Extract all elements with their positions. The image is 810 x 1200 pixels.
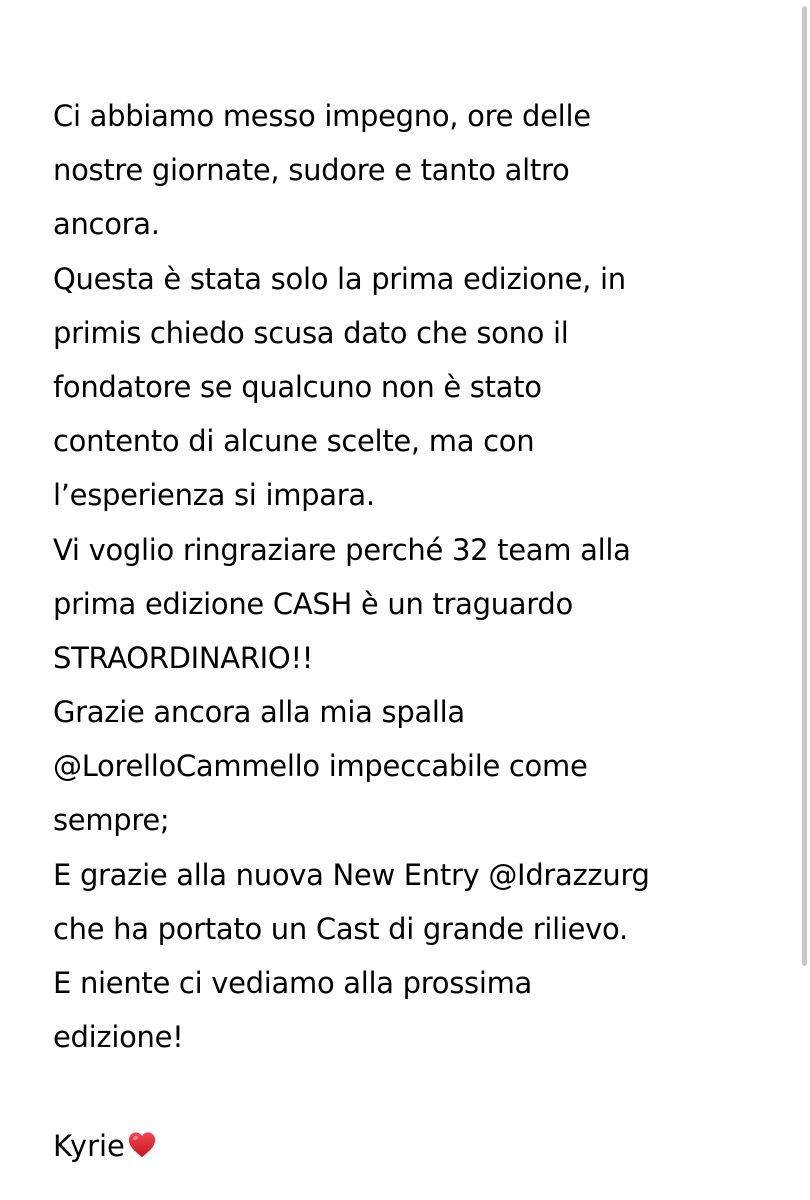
note-line: che ha portato un Cast di grande rilievo. xyxy=(53,911,628,946)
note-line: l’esperienza si impara. xyxy=(53,478,375,513)
note-line: Vi voglio ringraziare perché 32 team alla xyxy=(53,532,631,567)
blank-line xyxy=(53,1064,773,1118)
note-line: STRAORDINARIO!! xyxy=(53,640,314,675)
note-line: Ci abbiamo messo impegno, ore delle xyxy=(53,99,591,133)
note-line: contento di alcune scelte, ma con xyxy=(53,424,535,459)
note-line: prima edizione CASH è un traguardo xyxy=(53,586,573,621)
scrollbar[interactable] xyxy=(802,6,807,966)
note-line: primis chiedo scusa dato che sono il xyxy=(53,315,569,350)
note-line: E grazie alla nuova New Entry @Idrazzurg xyxy=(53,857,650,892)
note-line: E niente ci vediamo alla prossima xyxy=(53,966,533,1000)
note-body xyxy=(53,89,773,1173)
signature-line xyxy=(53,1119,773,1173)
note-line: @LorelloCammello impeccabile come xyxy=(53,749,588,784)
signature: Kyrie xyxy=(53,1128,125,1163)
note-line: Questa è stata solo la prima edizione, in xyxy=(53,261,626,296)
note-line: fondatore se qualcuno non è stato xyxy=(53,369,542,404)
note-line: Grazie ancora alla mia spalla xyxy=(53,695,465,730)
note-line: nostre giornate, sudore e tanto altro xyxy=(53,153,570,188)
red-heart-icon xyxy=(127,1123,157,1153)
note-line: ancora. xyxy=(53,207,160,242)
red-heart-shape xyxy=(127,1130,157,1160)
note-line: sempre; xyxy=(53,803,170,838)
note-line: edizione! xyxy=(53,1020,184,1055)
